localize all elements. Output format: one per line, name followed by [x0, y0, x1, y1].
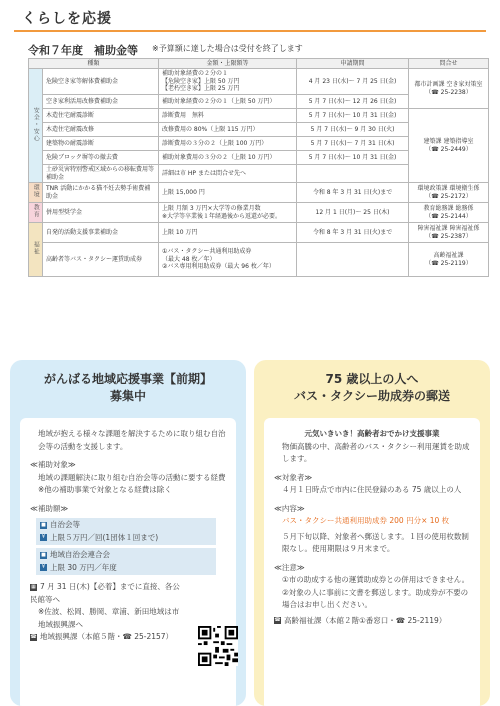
- note-2: ②対象の人に事前に文書を郵送します。助成券が不要の場合はお申し出ください。: [282, 587, 469, 609]
- category-fukushi: 福祉: [29, 223, 43, 277]
- row-type: TNR 活動にかかる猫不妊去勢手術費補助金: [43, 183, 159, 203]
- row-period: 5 月 7 日(水)～ 9 月 30 日(火): [297, 123, 409, 137]
- row-amount: 上限 10 万円: [159, 223, 297, 243]
- bus-taxi-body: [264, 418, 480, 706]
- note-1: ①市の助成する他の運賃助成券との併用はできません。: [282, 575, 470, 584]
- row-period: 5 月 7 日(水)～ 7 月 31 日(木): [297, 137, 409, 151]
- table-row: [29, 183, 489, 203]
- qr-code-icon[interactable]: [198, 626, 238, 666]
- row-type: 木造住宅耐震改修: [43, 123, 159, 137]
- bus-taxi-intro: 物価高騰の中、高齢者のバス・タクシー利用運賃を助成します。: [282, 441, 470, 463]
- row-period: 5 月 7 日(水)～ 12 月 26 日(金): [297, 95, 409, 109]
- subsidy-note: ※予算額に達した場合は受付を終了します: [152, 44, 303, 53]
- row-type: 危険ブロック塀等の撤去費: [43, 151, 159, 165]
- amount-heading: ≪補助額≫: [30, 503, 69, 513]
- content-heading: ≪内容≫: [274, 503, 305, 513]
- row-amount: 改修費用の 80%（上限 115 万円）: [159, 123, 297, 137]
- contact-text: ☎ 地域振興課（本館５階・☎ 25-2157）: [30, 632, 174, 641]
- bus-taxi-lead: 元気いきいき！高齢者おでかけ支援事業: [304, 429, 440, 438]
- notes-heading: ≪注意≫: [274, 562, 305, 572]
- regional-support-box: [10, 360, 246, 706]
- bus-taxi-title: 75 歳以上の人へ バス・タクシー助成券の郵送: [293, 372, 450, 403]
- row-period: 4 月 23 日(水)～ 7 月 25 日(金): [297, 69, 409, 95]
- header-contact: 問合せ: [409, 59, 489, 69]
- target-text: 地域の課題解決に取り組む自治会等の活動に要する経費: [38, 472, 226, 482]
- table-header-row: [29, 59, 489, 69]
- calendar-icon: ▦: [31, 583, 36, 590]
- yen-icon: ¥: [41, 534, 46, 540]
- row-type: 空き家利活用改修費補助金: [43, 95, 159, 109]
- section-header: [14, 8, 486, 30]
- contact-korei: 高齢福祉課 （☎ 25-2119）: [409, 243, 489, 277]
- yen-icon: ¥: [41, 564, 46, 570]
- target-note: ※他の補助事業で対象となる経費は除く: [38, 485, 172, 494]
- row-type: 建築物の耐震診断: [43, 137, 159, 151]
- row-type: 土砂災害特別警戒区域からの移転費用等補助金: [43, 165, 159, 183]
- target-heading: ≪補助対象≫: [30, 460, 76, 469]
- amount-group-2: ■ 地域自治会連合会 ¥ 上限 30 万円／年度: [36, 548, 216, 575]
- row-period: 5 月 7 日(水)～ 10 月 31 日(金): [297, 151, 409, 165]
- bus-taxi-box: [254, 360, 490, 706]
- phone-icon: ☎: [274, 617, 281, 623]
- contact-shogai: 障害福祉課 障害福祉係 （☎ 25-2387）: [409, 223, 489, 243]
- row-amount: 診断費用の３分の２（上限 100 万円）: [159, 137, 297, 151]
- row-type: 木造住宅耐震診断: [43, 109, 159, 123]
- table-row: [29, 109, 489, 123]
- row-amount: 上限 月額 3 万円×大学等の修業月数 ※大学等卒業後１年経過後から返還が必要。: [159, 203, 297, 223]
- row-amount: 詳細は市 HP または問合せ先へ: [159, 165, 297, 183]
- table-row: [29, 223, 489, 243]
- category-kankyo: 環境: [29, 183, 43, 203]
- table-row: [29, 69, 489, 95]
- category-kyoiku: 教育: [29, 203, 43, 223]
- target-heading: ≪対象者≫: [274, 472, 313, 482]
- header-type: 種類: [29, 59, 159, 69]
- amount-group-1: ■ 自治会等 ¥ 上限５万円／回(1団体１回まで): [36, 518, 216, 545]
- row-amount: ①バス・タクシー共通利用助成券 （最大 48 枚／年） ②バス専用利用助成券（最大 96 枚／年）: [159, 243, 297, 277]
- section-title: くらしを応援: [22, 11, 112, 27]
- phone-icon: ☎: [30, 633, 37, 640]
- regional-intro: 地域が抱える様々な課題を解決するために取り組む自治会等の活動を支援します。: [38, 429, 226, 451]
- target-text: ４月１日時点で市内に住民登録のある 75 歳以上の人: [282, 485, 462, 494]
- row-period: 令和 8 年 3 月 31 日(火)まで: [297, 223, 409, 243]
- square-icon: ■: [41, 521, 46, 528]
- row-type: 高齢者等バス・タクシー運賃助成券: [43, 243, 159, 277]
- row-amount: 補助対象費用の３分の２（上限 10 万円）: [159, 151, 297, 165]
- deadline-note: ※佐波、松岡、勝岡、章浦、新田地域は市地域振興課へ: [38, 607, 180, 629]
- row-type: 併用型奨学金: [43, 203, 159, 223]
- content-text: バス・タクシー共通利用助成券 200 円分× 10 枚: [282, 516, 450, 525]
- row-type: 危険空き家等解体費補助金: [43, 69, 159, 95]
- table-row: [29, 243, 489, 277]
- row-period: 5 月 7 日(水)～ 10 月 31 日(金): [297, 109, 409, 123]
- header-amount: 金額・上限額等: [159, 59, 297, 69]
- row-type: 自発的活動支援事業補助金: [43, 223, 159, 243]
- deadline-text: ▦ 7 月 31 日(木)【必着】までに直接、各公民館等へ: [30, 582, 180, 604]
- subsidy-subheading: [28, 42, 488, 58]
- header-period: 申請期間: [297, 59, 409, 69]
- row-amount: 上限 15,000 円: [159, 183, 297, 203]
- row-period: 令和 8 年 3 月 31 日(火)まで: [297, 183, 409, 203]
- row-period: [297, 243, 409, 277]
- row-period: 12 月 1 日(月)～ 25 日(木): [297, 203, 409, 223]
- square-icon: ■: [41, 551, 46, 558]
- row-amount: 補助対象経費の２分の１ 【危険空き家】上限 50 万円 【老朽空き家】上限 25 万円: [159, 69, 297, 95]
- regional-support-title: がんばる地域応援事業【前期】 募集中: [43, 372, 212, 403]
- contact-toshi: 都市計画課 空き家対策室 （☎ 25-2238）: [409, 69, 489, 109]
- row-amount: 補助対象経費の２分の１（上限 50 万円）: [159, 95, 297, 109]
- contact-kenchiku: 建築課 建築指導室 （☎ 25-2449）: [409, 109, 489, 183]
- contact-text: ☎ 高齢福祉課（本館２階①番窓口・☎ 25-2119）: [274, 615, 447, 625]
- subsidy-heading: 令和７年度 補助金等: [28, 44, 138, 57]
- row-period: [297, 165, 409, 183]
- row-amount: 診断費用 無料: [159, 109, 297, 123]
- subsidy-table: [28, 58, 489, 277]
- contact-kankyo: 環境政策課 環境衛生係 （☎ 25-2172）: [409, 183, 489, 203]
- table-row: [29, 203, 489, 223]
- category-anzen: 安全・安心: [29, 69, 43, 183]
- mail-text: ５月下旬以降、対象者へ郵送します。１回の使用枚数制限なし。使用期限は９月末まで。: [282, 531, 469, 553]
- contact-kyoiku: 教育総務課 総務係 （☎ 25-2144）: [409, 203, 489, 223]
- header-rule: [14, 30, 486, 32]
